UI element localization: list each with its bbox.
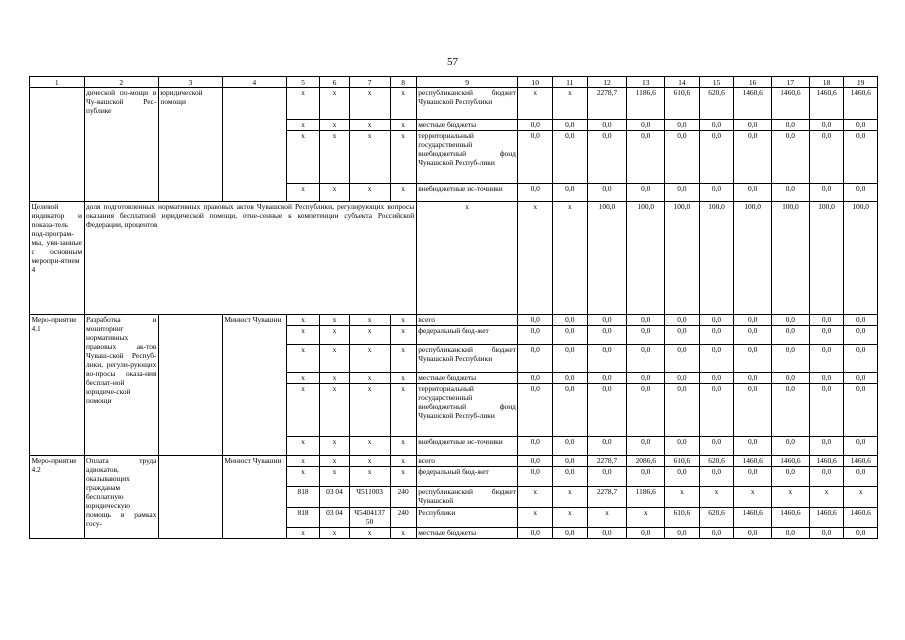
code-cell: 818 (286, 508, 320, 528)
value-cell: 0,0 (772, 184, 810, 202)
column-header: 17 (772, 77, 810, 88)
indicator-text: доля подготовленных нормативных правовых актов Чувашской Республики, регулирующих вопросы оказания бесплатной юридической помощи, отне-сенные к компетенции субъекта Российской Федерации, процентов (84, 202, 416, 315)
page-number: 57 (447, 56, 458, 68)
value-cell: 0,0 (553, 437, 588, 456)
empty-cell (158, 456, 222, 539)
column-header: 9 (416, 77, 518, 88)
value-cell: 0,0 (587, 467, 627, 487)
code-cell: x (320, 120, 349, 131)
code-cell: x (320, 456, 349, 467)
value-cell: 0,0 (734, 373, 772, 384)
value-cell: 0,0 (844, 467, 878, 487)
funding-source: внебюджетные ис-точники (416, 437, 518, 456)
code-cell: x (390, 384, 416, 437)
code-cell: x (286, 373, 320, 384)
value-cell: 2278,7 (587, 487, 627, 508)
value-cell: 0,0 (587, 326, 627, 345)
value-cell: 1186,6 (627, 487, 665, 508)
value-cell: x (665, 487, 700, 508)
value-cell: 100,0 (734, 202, 772, 315)
value-cell: 0,0 (734, 345, 772, 373)
code-cell: x (320, 184, 349, 202)
code-cell: x (320, 88, 349, 120)
value-cell: 0,0 (772, 326, 810, 345)
value-cell: 0,0 (809, 326, 844, 345)
code-cell: x (390, 467, 416, 487)
value-cell: 0,0 (518, 373, 553, 384)
funding-source: всего (416, 456, 518, 467)
value-cell: 0,0 (518, 326, 553, 345)
value-cell: 0,0 (627, 184, 665, 202)
value-cell: 0,0 (627, 437, 665, 456)
code-cell: x (390, 326, 416, 345)
value-cell: x (587, 508, 627, 528)
value-cell: 1460,6 (844, 508, 878, 528)
code-cell: x (349, 528, 390, 539)
column-header: 8 (390, 77, 416, 88)
value-cell: 1460,6 (734, 88, 772, 120)
value-cell: 100,0 (844, 202, 878, 315)
value-cell: 0,0 (587, 528, 627, 539)
column-header: 14 (665, 77, 700, 88)
value-cell: 100,0 (699, 202, 734, 315)
code-cell: x (286, 326, 320, 345)
value-cell: 0,0 (734, 315, 772, 326)
column-header: 15 (699, 77, 734, 88)
code-cell: x (390, 437, 416, 456)
funding-source: территориальный государственный внебюджетный фонд Чувашской Респуб-лики (416, 131, 518, 184)
value-cell: 0,0 (809, 384, 844, 437)
value-cell: 610,6 (665, 456, 700, 467)
value-cell: x (772, 487, 810, 508)
value-cell: 0,0 (553, 467, 588, 487)
value-cell: 0,0 (518, 456, 553, 467)
value-cell: 0,0 (518, 467, 553, 487)
value-cell: 0,0 (699, 373, 734, 384)
value-cell: 0,0 (809, 131, 844, 184)
code-cell: x (286, 528, 320, 539)
code-cell: x (320, 315, 349, 326)
code-cell: x (320, 467, 349, 487)
value-cell: 0,0 (734, 528, 772, 539)
value-cell: 0,0 (809, 315, 844, 326)
value-cell: 0,0 (699, 184, 734, 202)
value-cell: x (518, 487, 553, 508)
column-number-row (30, 77, 878, 88)
code-cell: 240 (390, 487, 416, 508)
column-header: 2 (84, 77, 158, 88)
code-cell: x (349, 345, 390, 373)
value-cell: 0,0 (665, 384, 700, 437)
value-cell: 100,0 (665, 202, 700, 315)
funding-source: федеральный бюд-жет (416, 326, 518, 345)
funding-source: Республики (416, 508, 518, 528)
value-cell: 0,0 (772, 437, 810, 456)
value-cell: 1460,6 (809, 88, 844, 120)
value-cell: x (734, 487, 772, 508)
column-header: 19 (844, 77, 878, 88)
value-cell: 0,0 (518, 131, 553, 184)
value-cell: 0,0 (553, 131, 588, 184)
funding-source: внебюджетные ис-точники (416, 184, 518, 202)
value-cell: 620,6 (699, 456, 734, 467)
value-cell: 0,0 (665, 326, 700, 345)
funding-source: местные бюджеты (416, 120, 518, 131)
value-cell: 0,0 (587, 184, 627, 202)
code-cell: x (349, 373, 390, 384)
value-cell: 0,0 (734, 326, 772, 345)
value-cell: 0,0 (665, 437, 700, 456)
budget-table (29, 76, 878, 539)
value-cell: 0,0 (844, 345, 878, 373)
value-cell: 1460,6 (809, 508, 844, 528)
value-cell: 0,0 (734, 384, 772, 437)
code-cell: x (286, 437, 320, 456)
value-cell: 0,0 (627, 345, 665, 373)
value-cell: 0,0 (734, 184, 772, 202)
value-cell: 0,0 (699, 345, 734, 373)
column-header: 11 (553, 77, 588, 88)
code-cell: x (320, 384, 349, 437)
funding-source: республиканский бюджет Чувашской (416, 487, 518, 508)
value-cell: 0,0 (734, 467, 772, 487)
executor-cell: Минюст Чувашии (222, 456, 286, 539)
value-cell: 0,0 (553, 345, 588, 373)
value-cell: 0,0 (518, 437, 553, 456)
value-cell: 0,0 (699, 326, 734, 345)
funding-source: местные бюджеты (416, 373, 518, 384)
value-cell: x (627, 508, 665, 528)
value-cell: 100,0 (587, 202, 627, 315)
value-cell: 0,0 (809, 120, 844, 131)
code-cell: Ч511003 (349, 487, 390, 508)
value-cell: 0,0 (844, 384, 878, 437)
code-cell: 03 04 (320, 487, 349, 508)
code-cell: x (390, 88, 416, 120)
code-cell: Ч5404137 50 (349, 508, 390, 528)
indicator-row (30, 202, 878, 315)
code-cell: x (286, 315, 320, 326)
value-cell: 0,0 (844, 437, 878, 456)
value-cell: 0,0 (518, 528, 553, 539)
table-row (30, 88, 878, 120)
value-cell: 0,0 (587, 131, 627, 184)
value-cell: 0,0 (772, 345, 810, 373)
indicator-label: Целевой индикатор и показа-тель под-програм-мы, увя-занные с основным меропри-ятием 4 (30, 202, 85, 315)
empty-cell (30, 88, 85, 202)
value-cell: 2278,7 (587, 88, 627, 120)
table-row (30, 315, 878, 326)
value-cell: 0,0 (772, 467, 810, 487)
value-cell: 0,0 (734, 437, 772, 456)
funding-source: республиканский бюджет Чувашской Республики (416, 345, 518, 373)
value-cell: 0,0 (809, 467, 844, 487)
code-cell: x (390, 345, 416, 373)
value-cell: 0,0 (627, 373, 665, 384)
column-header: 13 (627, 77, 665, 88)
value-cell: 0,0 (844, 528, 878, 539)
funding-source: местные бюджеты (416, 528, 518, 539)
code-cell: x (286, 456, 320, 467)
value-cell: 0,0 (809, 437, 844, 456)
code-cell: x (349, 131, 390, 184)
value-cell: x (518, 508, 553, 528)
column-header: 4 (222, 77, 286, 88)
code-cell: x (390, 184, 416, 202)
value-cell: 0,0 (809, 373, 844, 384)
value-cell: 0,0 (665, 184, 700, 202)
executor-cell: Минюст Чувашии (222, 315, 286, 456)
table-row (30, 456, 878, 467)
value-cell: 0,0 (587, 384, 627, 437)
value-cell: 0,0 (587, 315, 627, 326)
code-cell: x (349, 437, 390, 456)
value-cell: 0,0 (587, 373, 627, 384)
code-cell: x (349, 120, 390, 131)
value-cell: 100,0 (809, 202, 844, 315)
value-cell: 0,0 (665, 467, 700, 487)
measure-label: Меро-приятие 4.1 (30, 315, 85, 456)
value-cell: 0,0 (772, 384, 810, 437)
value-cell: 0,0 (553, 326, 588, 345)
value-cell: x (844, 487, 878, 508)
value-cell: 0,0 (772, 528, 810, 539)
code-cell: x (320, 437, 349, 456)
executor-cell: юридической помощи (158, 88, 222, 202)
value-cell: 1460,6 (844, 88, 878, 120)
value-cell: 1460,6 (772, 88, 810, 120)
value-cell: 0,0 (699, 120, 734, 131)
code-cell: x (349, 467, 390, 487)
value-cell: 0,0 (553, 528, 588, 539)
value-cell: 0,0 (518, 120, 553, 131)
value-cell: x (553, 88, 588, 120)
value-cell: 0,0 (844, 131, 878, 184)
measure-name: дической по-мощи в Чу-вашской Рес-публике (84, 88, 158, 202)
code-cell: x (320, 373, 349, 384)
code-cell: x (286, 88, 320, 120)
value-cell: 0,0 (844, 315, 878, 326)
value-cell: 0,0 (665, 315, 700, 326)
value-cell: 0,0 (553, 373, 588, 384)
code-cell: x (390, 315, 416, 326)
value-cell: 1460,6 (772, 508, 810, 528)
value-cell: 0,0 (772, 120, 810, 131)
value-cell: 0,0 (553, 184, 588, 202)
value-cell: 0,0 (627, 315, 665, 326)
value-cell: 0,0 (699, 437, 734, 456)
code-cell: 240 (390, 508, 416, 528)
value-cell: 0,0 (627, 467, 665, 487)
value-cell: 620,6 (699, 508, 734, 528)
code-cell: x (349, 315, 390, 326)
code-cell: x (286, 467, 320, 487)
value-cell: 0,0 (587, 120, 627, 131)
value-cell: 0,0 (844, 184, 878, 202)
code-cell: x (320, 528, 349, 539)
value-cell: 0,0 (627, 384, 665, 437)
value-cell: 0,0 (553, 384, 588, 437)
value-cell: x (518, 202, 553, 315)
code-cell: x (286, 345, 320, 373)
value-cell: 610,6 (665, 508, 700, 528)
value-cell: 0,0 (518, 184, 553, 202)
value-cell: 0,0 (587, 437, 627, 456)
code-cell: x (286, 184, 320, 202)
value-cell: 1460,6 (734, 456, 772, 467)
measure-label: Меро-приятие 4.2 (30, 456, 85, 539)
value-cell: 0,0 (809, 528, 844, 539)
value-cell: 0,0 (699, 528, 734, 539)
column-header: 18 (809, 77, 844, 88)
column-header: 16 (734, 77, 772, 88)
code-cell: x (390, 528, 416, 539)
value-cell: 0,0 (734, 131, 772, 184)
code-cell: x (349, 326, 390, 345)
code-cell: 03 04 (320, 508, 349, 528)
value-cell: 0,0 (809, 345, 844, 373)
code-cell: x (349, 456, 390, 467)
value-cell: 1460,6 (844, 456, 878, 467)
value-cell: 0,0 (627, 326, 665, 345)
value-cell: 0,0 (665, 345, 700, 373)
value-cell: 0,0 (844, 120, 878, 131)
value-cell: 0,0 (553, 456, 588, 467)
value-cell: x (553, 508, 588, 528)
code-cell: x (320, 345, 349, 373)
funding-source: республиканский бюджет Чувашской Республики (416, 88, 518, 120)
value-cell: 0,0 (665, 131, 700, 184)
value-cell: 0,0 (844, 373, 878, 384)
table-body (30, 77, 878, 539)
value-cell: 100,0 (772, 202, 810, 315)
funding-source: территориальный государственный внебюджетный фонд Чувашской Респуб-лики (416, 384, 518, 437)
value-cell: 0,0 (518, 345, 553, 373)
value-cell: 0,0 (518, 315, 553, 326)
code-cell: x (286, 131, 320, 184)
value-cell: 0,0 (699, 384, 734, 437)
column-header: 10 (518, 77, 553, 88)
column-header: 7 (349, 77, 390, 88)
measure-name: Разработка и мониторинг нормативных правовых ак-тов Чуваш-ской Респуб-лики, регули-рующих во-просы оказа-ния бесплат-ной юридиче-ской помощи (84, 315, 158, 456)
code-cell: x (390, 120, 416, 131)
value-cell: 0,0 (627, 528, 665, 539)
value-cell: 2278,7 (587, 456, 627, 467)
value-cell: 0,0 (772, 373, 810, 384)
code-cell: 818 (286, 487, 320, 508)
value-cell: x (518, 88, 553, 120)
value-cell: 1186,6 (627, 88, 665, 120)
code-cell: x (349, 384, 390, 437)
value-cell: 0,0 (772, 131, 810, 184)
value-cell: 0,0 (772, 315, 810, 326)
value-cell: 0,0 (587, 345, 627, 373)
value-cell: x (553, 487, 588, 508)
value-cell: 0,0 (699, 131, 734, 184)
empty-cell (158, 315, 222, 456)
value-cell: 1460,6 (734, 508, 772, 528)
column-header: 5 (286, 77, 320, 88)
code-cell: x (349, 88, 390, 120)
value-cell: x (809, 487, 844, 508)
value-cell: 1460,6 (809, 456, 844, 467)
column-header: 12 (587, 77, 627, 88)
value-cell: 100,0 (627, 202, 665, 315)
value-cell: 0,0 (518, 384, 553, 437)
value-cell: x (699, 487, 734, 508)
empty-cell (222, 88, 286, 202)
value-cell: 1460,6 (772, 456, 810, 467)
value-cell: x (553, 202, 588, 315)
code-cell: x (320, 131, 349, 184)
value-cell: 610,6 (665, 88, 700, 120)
code-cell: x (286, 384, 320, 437)
funding-source: федеральный бюд-жет (416, 467, 518, 487)
value-cell: 0,0 (665, 373, 700, 384)
column-header: 6 (320, 77, 349, 88)
value-cell: 0,0 (627, 131, 665, 184)
value-cell: 0,0 (627, 120, 665, 131)
code-cell: x (416, 202, 518, 315)
value-cell: 0,0 (553, 315, 588, 326)
column-header: 3 (158, 77, 222, 88)
code-cell: x (390, 131, 416, 184)
value-cell: 0,0 (734, 120, 772, 131)
code-cell: x (320, 326, 349, 345)
value-cell: 0,0 (553, 120, 588, 131)
value-cell: 0,0 (699, 467, 734, 487)
code-cell: x (390, 456, 416, 467)
value-cell: 0,0 (809, 184, 844, 202)
measure-name: Оплата труда адвокатов, оказывающих гражданам бесплатную юридическую помощь в рамках госу- (84, 456, 158, 539)
code-cell: x (286, 120, 320, 131)
value-cell: 0,0 (844, 326, 878, 345)
value-cell: 0,0 (665, 528, 700, 539)
value-cell: 2086,6 (627, 456, 665, 467)
value-cell: 0,0 (665, 120, 700, 131)
value-cell: 0,0 (699, 315, 734, 326)
value-cell: 620,6 (699, 88, 734, 120)
code-cell: x (390, 373, 416, 384)
column-header: 1 (30, 77, 85, 88)
code-cell: x (349, 184, 390, 202)
funding-source: всего (416, 315, 518, 326)
